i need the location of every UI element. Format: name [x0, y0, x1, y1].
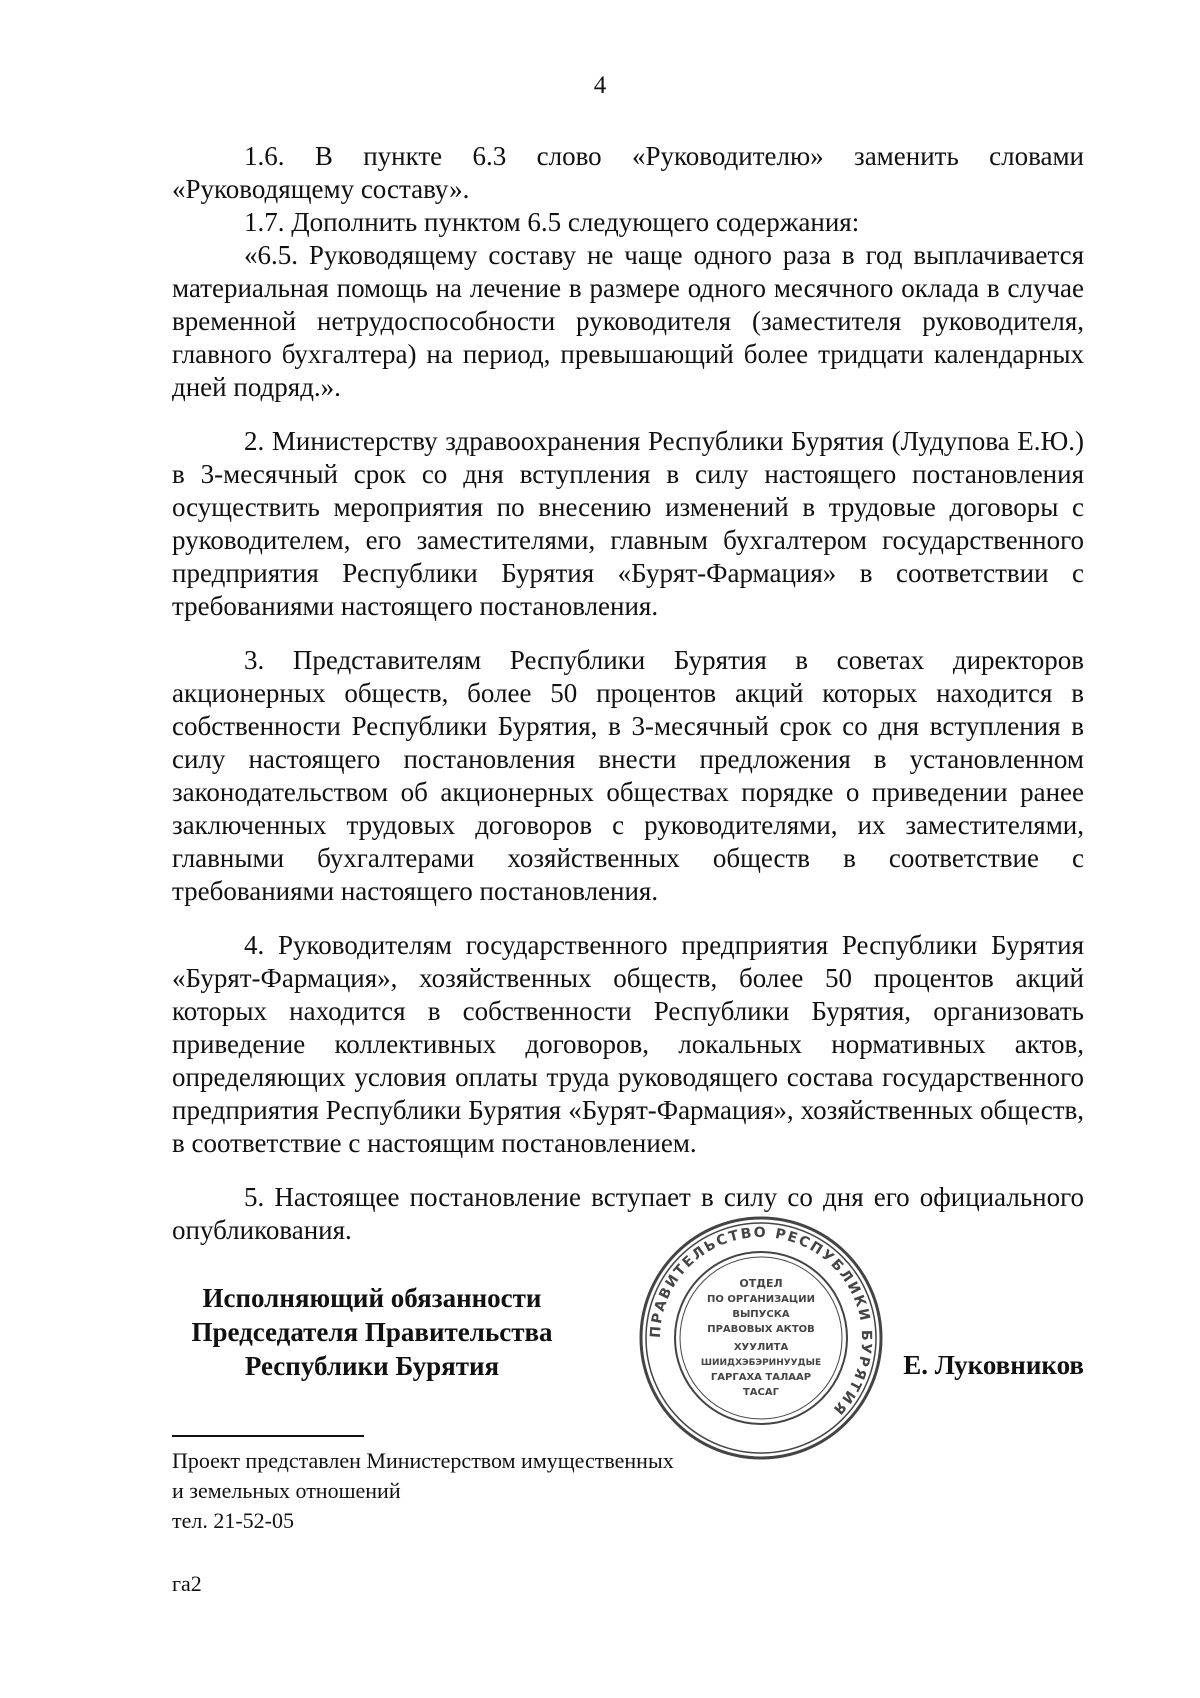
paragraph-6-5-quote: «6.5. Руководящему составу не чаще одного раза в год выплачивается материальная помощь на лечение в размере одного месячного оклада в случае временной нетрудоспособности руководителя (заместителя руководителя, главного бухгалтера) на период, превышающий более тридцати календарных дней подряд.».	[172, 240, 1084, 402]
signatory-position	[172, 1281, 572, 1383]
footnote-phone: тел. 21-52-05	[172, 1508, 295, 1533]
paragraph-1-6: 1.6. В пункте 6.3 слово «Руководителю» заменить словами «Руководящему составу».	[172, 141, 1084, 204]
footnote	[172, 1446, 872, 1536]
signatory-position-line: Председателя Правительства	[191, 1317, 553, 1347]
seal-center-line: ПРАВОВЫХ АКТОВ	[707, 1324, 815, 1335]
signatory-name: Е. Луковников	[903, 1350, 1084, 1380]
page-number: 4	[593, 72, 607, 99]
seal-center-line: ХУУЛИТА	[733, 1342, 789, 1353]
signatory-position-line: Исполняющий обязанности	[202, 1283, 542, 1313]
paragraph-3: 3. Представителям Республики Бурятия в советах директоров акционерных обществ, более 50 процентов акций которых находится в собственности Республики Бурятия, в 3-месячный срок со дня вступления в силу настоящего постановления внести предложения в установленном законодательством об акционерных обществах порядке о приведении ранее заключенных трудовых договоров с руководителями, их заместителями, главными бухгалтерами хозяйственных обществ в соответствие с требованиями настоящего постановления.	[172, 645, 1084, 906]
seal-center-line: ВЫПУСКА	[732, 1309, 790, 1320]
seal-center-line: ПО ОРГАНИЗАЦИИ	[707, 1294, 815, 1305]
seal-center-line: ТАСАГ	[742, 1387, 780, 1398]
paragraph-5: 5. Настоящее постановление вступает в силу со дня его официального опубликования.	[172, 1182, 1084, 1245]
footnote-line: Проект представлен Министерством имущественных	[172, 1448, 674, 1473]
seal-center-line: ГАРГАХА ТАЛААР	[710, 1372, 812, 1383]
document-body	[172, 140, 1084, 1247]
seal-center-line: ШИИДХЭБЭРИНУУДЫЕ	[700, 1358, 822, 1368]
paragraph-2: 2. Министерству здравоохранения Республики Бурятия (Лудупова Е.Ю.) в 3-месячный срок со дня вступления в силу настоящего постановления осуществить мероприятия по внесению изменений в трудовые договоры с руководителем, его заместителями, главным бухгалтером государственного предприятия Республики Бурятия «Бурят-Фармация» в соответствии с требованиями настоящего постановления.	[172, 426, 1084, 621]
official-seal-stamp	[636, 1213, 886, 1463]
paragraph-4: 4. Руководителям государственного предприятия Республики Бурятия «Бурят-Фармация», хозяйственных обществ, более 50 процентов акций которых находится в собственности Республики Бурятия, организовать приведение коллективных договоров, локальных нормативных актов, определяющих условия оплаты труда руководящего состава государственного предприятия Республики Бурятия «Бурят-Фармация», хозяйственных обществ, в соответствие с настоящим постановлением.	[172, 930, 1084, 1158]
document-code: га2	[172, 1571, 202, 1596]
paragraph-1-7: 1.7. Дополнить пунктом 6.5 следующего содержания:	[244, 207, 860, 237]
seal-ring-text: ПРАВИТЕЛЬСТВО РЕСПУБЛИКИ БУРЯТИЯ	[647, 1224, 875, 1419]
seal-center-line: ОТДЕЛ	[739, 1277, 783, 1290]
signatory-position-line: Республики Бурятия	[244, 1351, 500, 1381]
footnote-divider	[172, 1435, 364, 1437]
footnote-line: и земельных отношений	[172, 1478, 401, 1503]
